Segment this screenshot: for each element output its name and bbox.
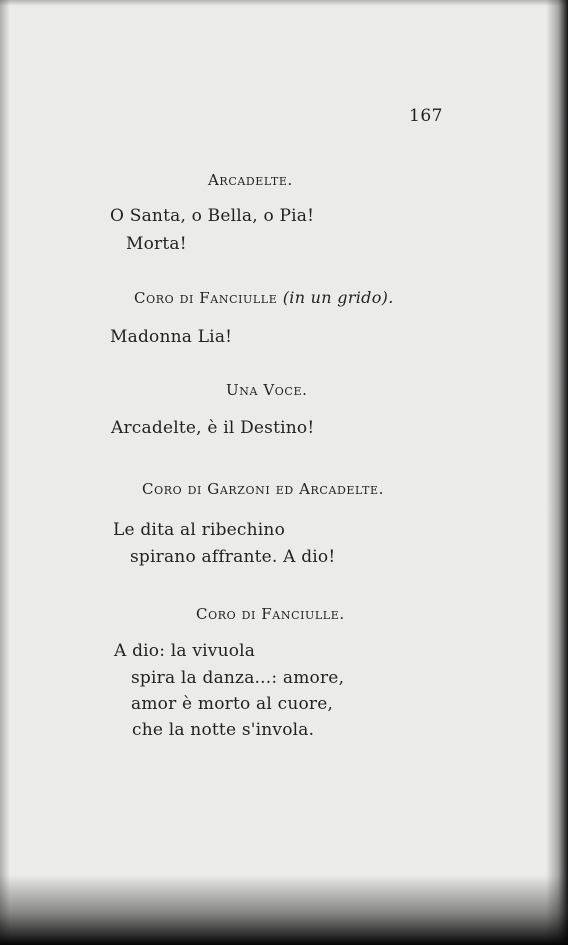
page-shadow-left: [0, 0, 10, 945]
page-shadow-top: [0, 0, 568, 6]
speaker-heading: [134, 288, 394, 308]
page-shadow-right: [546, 0, 568, 945]
verse-line: Morta!: [126, 234, 187, 254]
verse-line: che la notte s'invola.: [132, 720, 315, 740]
speaker-name: Coro di Fanciulle: [134, 289, 278, 307]
verse-line: A dio: la vivuola: [114, 641, 256, 661]
verse-line: O Santa, o Bella, o Pia!: [110, 206, 315, 226]
verse-line: Le dita al ribechino: [113, 520, 286, 540]
verse-line: spirano affrante. A dio!: [130, 547, 336, 567]
verse-line: spira la danza...: amore,: [131, 668, 345, 688]
speaker-heading: Arcadelte.: [208, 171, 293, 189]
verse-line: Madonna Lia!: [110, 327, 233, 347]
stage-direction: (in un grido).: [282, 288, 394, 307]
speaker-heading: Coro di Garzoni ed Arcadelte.: [142, 480, 384, 498]
page-shadow-bottom: [0, 875, 568, 945]
speaker-heading: Una Voce.: [226, 381, 308, 399]
verse-line: Arcadelte, è il Destino!: [111, 418, 315, 438]
speaker-heading: Coro di Fanciulle.: [196, 605, 345, 623]
page-number: 167: [409, 106, 443, 126]
verse-line: amor è morto al cuore,: [131, 694, 334, 714]
